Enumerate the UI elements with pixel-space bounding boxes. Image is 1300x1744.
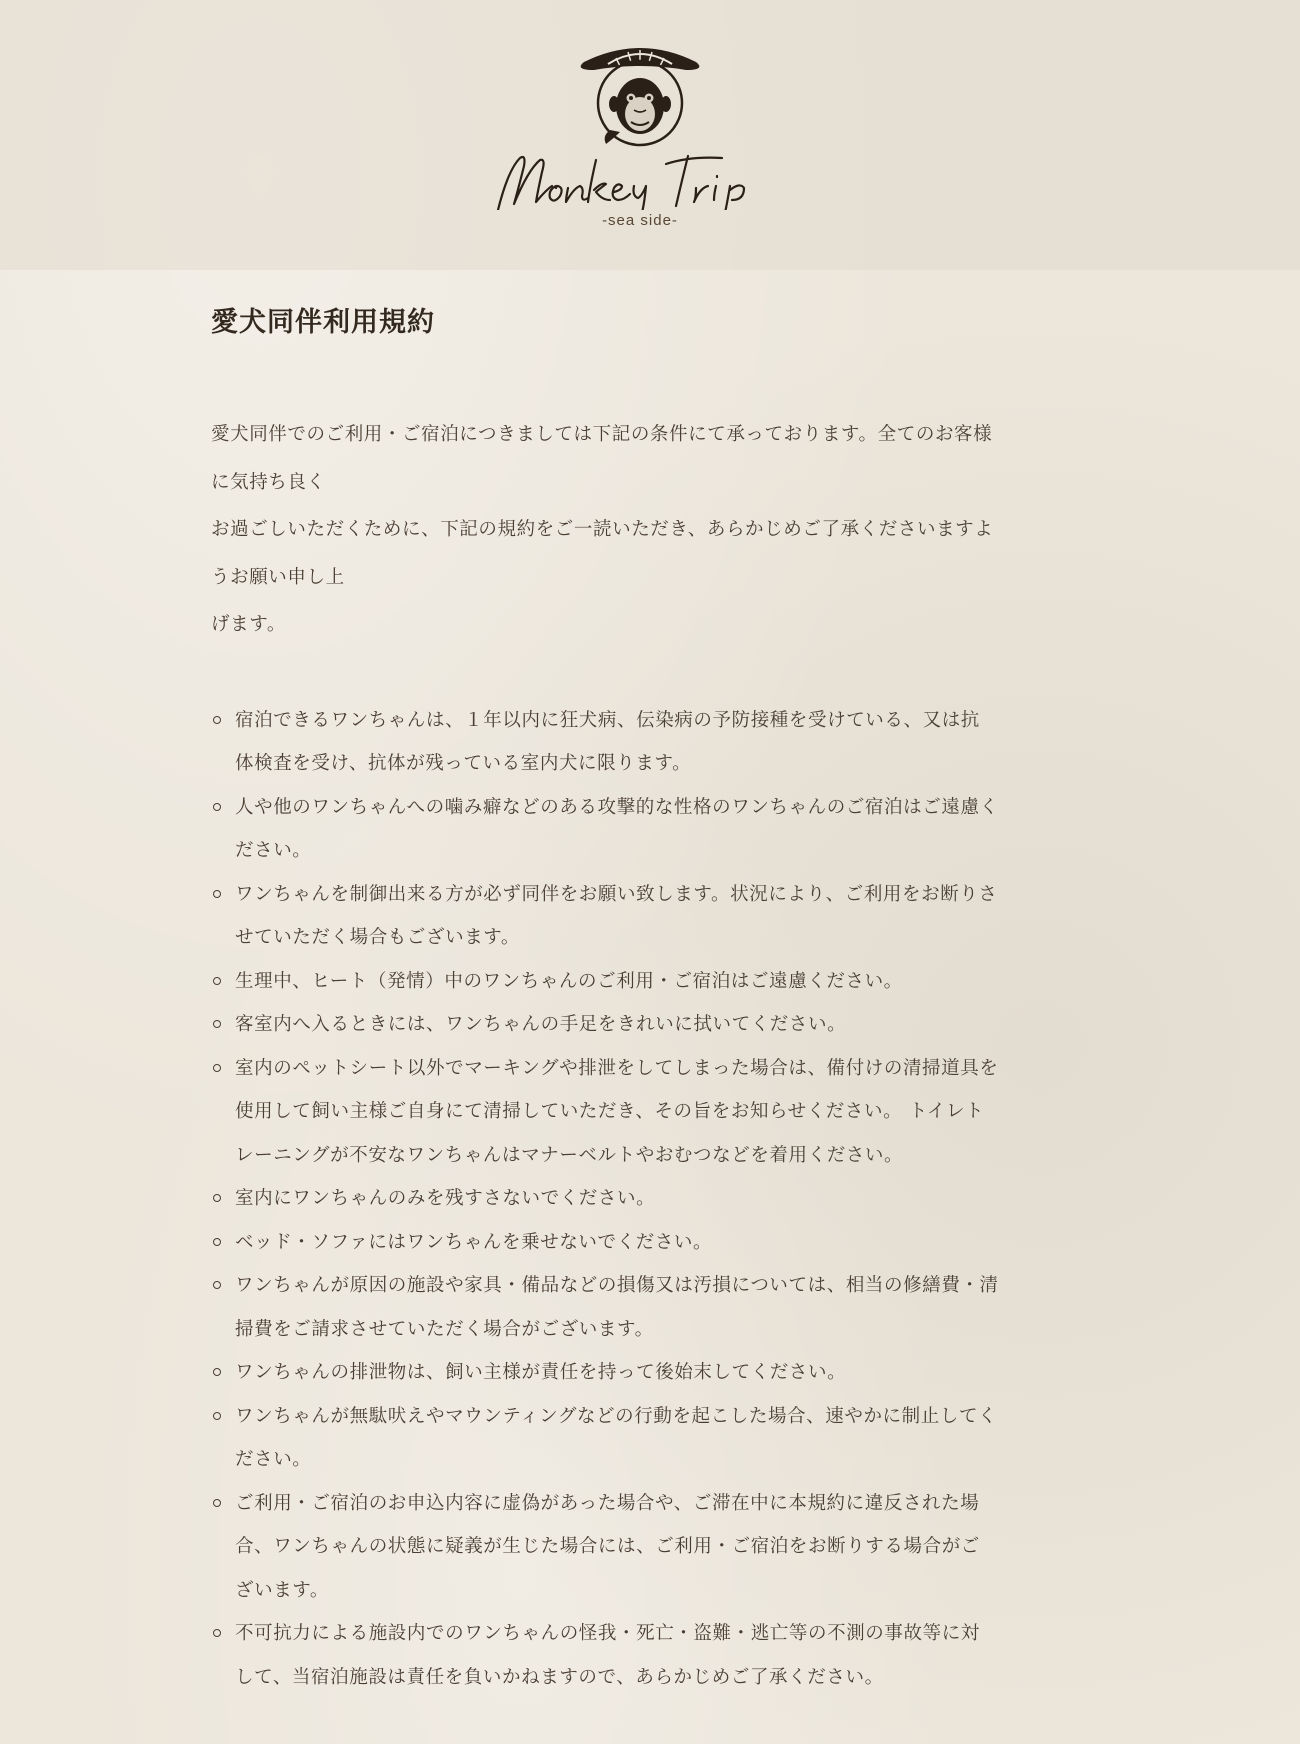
bullet-circle-icon [213,1064,221,1072]
rule-text-line: ベッド・ソファにはワンちゃんを乗せないでください。 [235,1231,713,1253]
bullet-circle-icon [213,1194,221,1202]
rule-item [211,1395,1031,1482]
intro-line: げます。 [211,614,286,635]
rule-text-line: 室内のペットシート以外でマーキングや排泄をしてしまった場合は、備付けの清掃道具を [235,1057,999,1079]
monkey-logo-icon [490,40,790,210]
rule-text-line: 人や他のワンちゃんへの噛み癖などのある攻撃的な性格のワンちゃんのご宿泊はご遠慮く [235,796,999,818]
rule-text-line: ざいます。 [235,1579,330,1601]
bullet-circle-icon [213,1629,221,1637]
rule-text-line: ご利用・ご宿泊のお申込内容に虚偽があった場合や、ご滞在中に本規約に違反された場 [235,1492,980,1514]
bullet-circle-icon [213,803,221,811]
rule-item [211,1047,1031,1178]
bullet-circle-icon [213,1412,221,1420]
bullet-circle-icon [213,1281,221,1289]
main-content [211,300,1031,1699]
intro-line: に気持ち良く [211,471,326,493]
rule-text-line: せていただく場合もございます。 [235,927,521,948]
rule-item [211,1264,1031,1351]
rule-text-line: 使用して飼い主様ご自身にて清掃していただき、その旨をお知らせください。 トイレト [235,1101,985,1122]
rule-item [211,873,1031,960]
header-band [0,0,1300,270]
rule-item [211,1351,1031,1395]
page-title: 愛犬同伴利用規約 [211,307,435,338]
rule-text-line: ワンちゃんが無駄吠えやマウンティングなどの行動を起こした場合、速やかに制止してく [235,1405,998,1427]
rule-item [211,786,1031,873]
brand-logo[interactable] [490,40,790,240]
rule-text-line: 客室内へ入るときには、ワンちゃんの手足をきれいに拭いてください。 [235,1014,847,1035]
rule-text-line: して、当宿泊施設は責任を負いかねますので、あらかじめご了承ください。 [235,1666,884,1688]
rule-text-line: 室内にワンちゃんのみを残すさないでください。 [235,1188,656,1209]
rule-text-line: ワンちゃんの排泄物は、飼い主様が責任を持って後始末してください。 [235,1362,847,1383]
intro-line: お過ごしいただくために、下記の規約をご一読いただき、あらかじめご了承くださいますよ [211,519,994,540]
rule-item [211,1177,1031,1221]
rule-text-line: 生理中、ヒート（発情）中のワンちゃんのご利用・ご宿泊はご遠慮ください。 [235,970,903,992]
rule-text-line: 宿泊できるワンちゃんは、１年以内に狂犬病、伝染病の予防接種を受けている、又は抗 [235,709,980,731]
brand-tagline: -sea side- [602,212,678,229]
rule-text-line: 不可抗力による施設内でのワンちゃんの怪我・死亡・盗難・逃亡等の不測の事故等に対 [235,1623,980,1644]
rule-item [211,1221,1031,1265]
rule-item [211,1003,1031,1047]
rule-text-line: 体検査を受け、抗体が残っている室内犬に限ります。 [235,753,692,774]
rule-text-line: ださい。 [235,840,312,861]
bullet-circle-icon [213,1020,221,1028]
rule-item [211,1612,1031,1699]
intro-paragraph [211,411,1031,649]
rules-list [211,699,1031,1700]
rule-item [211,1482,1031,1613]
rule-text-line: ワンちゃんが原因の施設や家具・備品などの損傷又は汚損については、相当の修繕費・清 [235,1275,999,1296]
bullet-circle-icon [213,977,221,985]
rule-text-line: レーニングが不安なワンちゃんはマナーベルトやおむつなどを着用ください。 [235,1144,904,1166]
bullet-circle-icon [213,890,221,898]
bullet-circle-icon [213,716,221,724]
bullet-circle-icon [213,1368,221,1376]
intro-line: うお願い申し上 [211,566,345,588]
rule-item [211,699,1031,786]
rule-text-line: ワンちゃんを制御出来る方が必ず同伴をお願い致します。状況により、ご利用をお断りさ [235,883,998,905]
rule-item [211,960,1031,1004]
rule-text-line: 合、ワンちゃんの状態に疑義が生じた場合には、ご利用・ご宿泊をお断りする場合がご [235,1536,980,1557]
bullet-circle-icon [213,1499,221,1507]
bullet-circle-icon [213,1238,221,1246]
intro-line: 愛犬同伴でのご利用・ご宿泊につきましては下記の条件にて承っております。全てのお客様 [211,424,993,445]
rule-text-line: 掃費をご請求させていただく場合がございます。 [235,1318,654,1340]
rule-text-line: ださい。 [235,1449,312,1470]
